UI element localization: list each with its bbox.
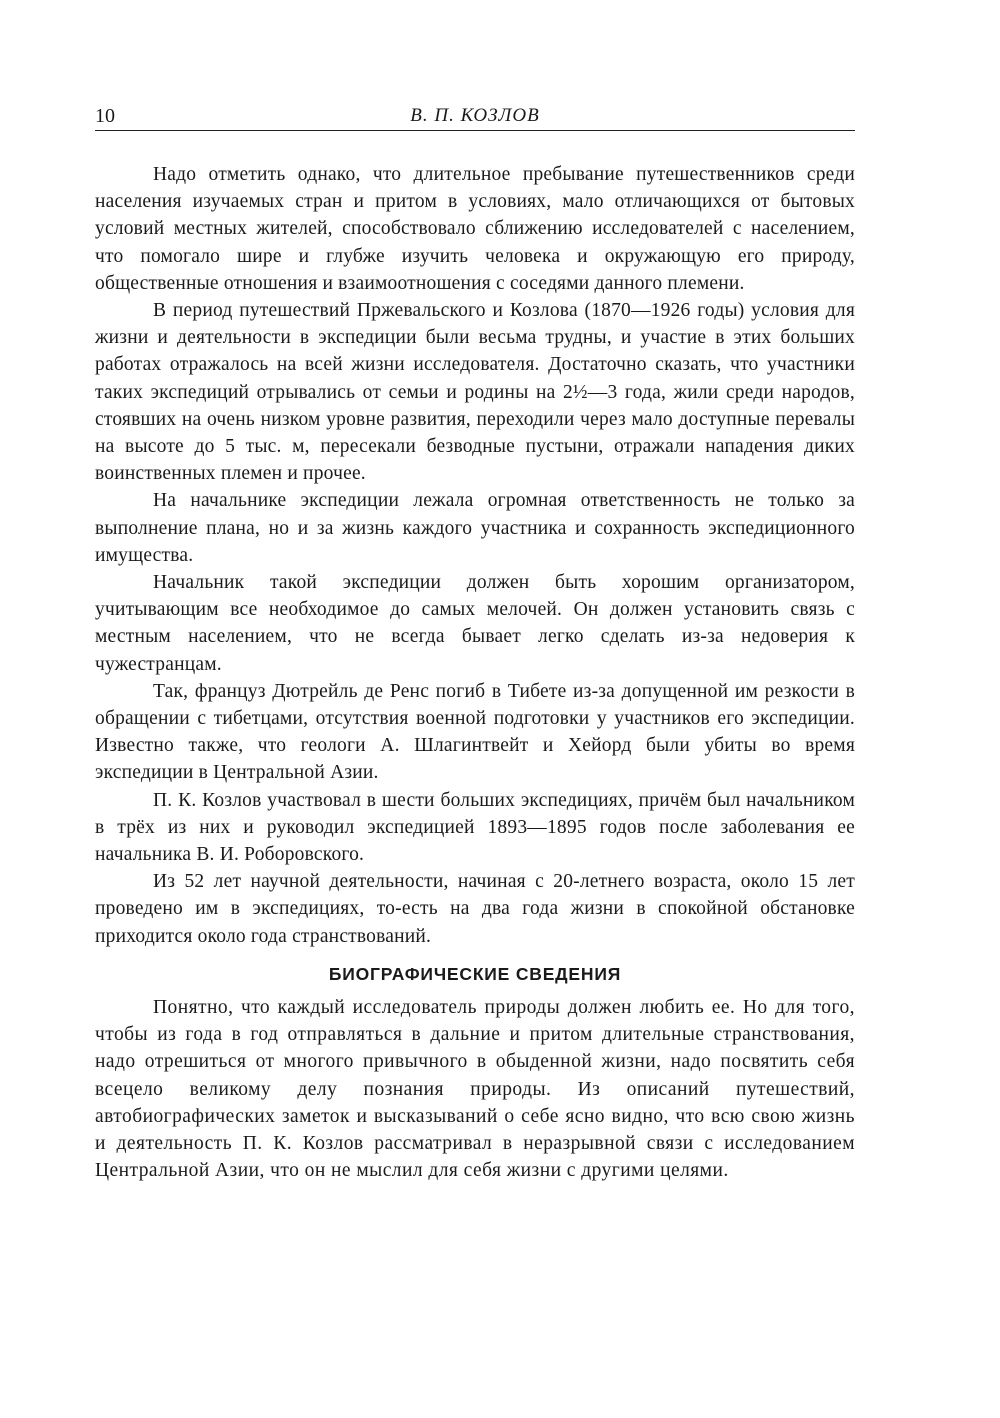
section-body: [95, 994, 855, 1184]
section-heading: БИОГРАФИЧЕСКИЕ СВЕДЕНИЯ: [328, 963, 622, 984]
paragraph: На начальнике экспедиции лежала огромная ответственность не только за выполнение плана, но и за жизнь каждого участника и сохранность экспедиционного имущества.: [95, 490, 855, 566]
paragraph: Так, француз Дютрейль де Ренс погиб в Тибете из-за допущенной им резкости в обращении с тибетцами, отсутствия военной подготовки у участников его экспедиции. Известно также, что геологи А. Шлагинтвейт и Хейорд были убиты во время экспедиции в Центральной Азии.: [95, 680, 855, 784]
page: [95, 104, 855, 1184]
page-number: 10: [95, 105, 115, 127]
paragraph: Начальник такой экспедиции должен быть хорошим организатором, учитывающим все необходимое до самых мелочей. Он должен установить связь с местным населением, что не всегда бывает легко сделать из-за недоверия к чужестранцам.: [95, 572, 855, 675]
paragraph: Из 52 лет научной деятельности, начиная с 20-летнего возраста, около 15 лет проведено им в экспедициях, то-есть на два года жизни в спокойной обстановке приходится около года странствований.: [95, 871, 855, 947]
running-title: В. П. КОЗЛОВ: [410, 105, 540, 126]
paragraph: Надо отметить однако, что длительное пребывание путешественников среди населения изучаемых стран и притом в условиях, мало отличающихся от бытовых условий местных жителей, способствовало сближению исследователей с населением, что помогало шире и глубже изучить человека и окружающую его природу, общественные отношения и взаимоотношения с соседями данного племени.: [95, 164, 855, 294]
paragraph: Понятно, что каждый исследователь природы должен любить ее. Но для того, чтобы из года в год отправляться в дальние и притом длительные странствования, надо отрешиться от многого привычного в обыденной жизни, надо посвятить себя всецело великому делу познания природы. Из описаний путешествий, автобиографических заметок и высказываний о себе ясно видно, что всю свою жизнь и деятельность П. К. Козлов рассматривал в неразрывной связи с исследованием Центральной Азии, что он не мыслил для себя жизни с другими целями.: [95, 996, 855, 1182]
page-header: [95, 104, 855, 131]
paragraph: В период путешествий Пржевальского и Козлова (1870—1926 годы) условия для жизни и деятельности в экспедиции были весьма трудны, и участие в этих больших работах отражалось на всей жизни исследователя. Достаточно сказать, что участники таких экспедиций отрывались от семьи и родины на 2½—3 года, жили среди народов, стоявших на очень низком уровне развития, переходили через мало доступные перевалы на высоте до 5 тыс. м, пересекали безводные пустыни, отражали нападения диких воинственных племен и прочее.: [95, 300, 855, 485]
body-text: [95, 161, 855, 950]
paragraph: П. К. Козлов участвовал в шести больших экспедициях, причём был начальником в трёх из них и руководил экспедицией 1893—1895 годов после заболевания ее начальника В. И. Роборовского.: [95, 789, 855, 866]
